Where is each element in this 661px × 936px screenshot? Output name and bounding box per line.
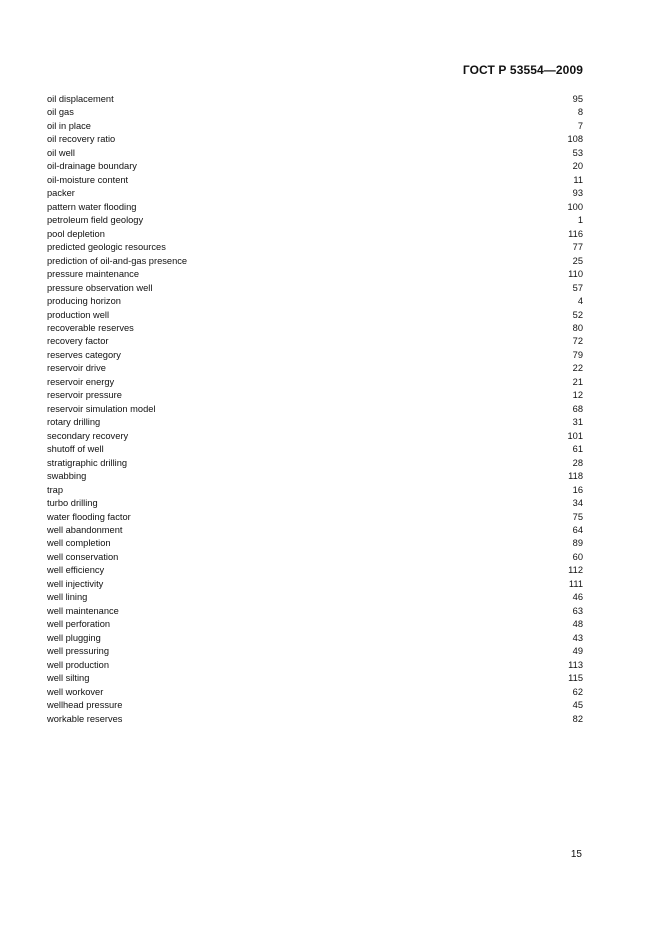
index-term: reserves category	[47, 349, 121, 360]
index-entry	[47, 93, 583, 106]
index-page-ref: 28	[572, 457, 583, 468]
index-term: well pressuring	[47, 646, 110, 657]
index-term: well efficiency	[47, 565, 105, 576]
index-entry	[47, 578, 583, 591]
index-entry	[47, 147, 583, 160]
index-term: oil-drainage boundary	[47, 161, 137, 172]
index-page-ref: 57	[572, 282, 583, 293]
document-standard-id: ГОСТ Р 53554—2009	[462, 63, 583, 77]
index-term: turbo drilling	[47, 498, 98, 509]
index-page-ref: 22	[572, 363, 583, 374]
index-term: oil well	[47, 147, 75, 158]
index-page-ref: 118	[568, 471, 583, 482]
index-term: production well	[47, 309, 110, 320]
index-term: secondary recovery	[47, 430, 129, 441]
index-entry	[47, 187, 583, 200]
index-page-ref: 116	[568, 228, 583, 239]
term-index-list	[47, 93, 583, 726]
index-page-ref: 49	[572, 646, 583, 657]
index-term: rotary drilling	[47, 417, 101, 428]
index-term: well lining	[47, 592, 88, 603]
index-entry	[47, 416, 583, 429]
index-entry	[47, 659, 583, 672]
index-page-ref: 43	[572, 632, 583, 643]
index-page-ref: 110	[568, 269, 583, 280]
index-term: oil-moisture content	[47, 174, 129, 185]
index-term: packer	[47, 188, 75, 199]
index-page-ref: 75	[572, 511, 583, 522]
index-entry	[47, 174, 583, 187]
index-term: recoverable reserves	[47, 322, 134, 333]
index-term: shutoff of well	[47, 444, 104, 455]
index-page-ref: 101	[567, 430, 583, 441]
index-page-ref: 8	[577, 107, 583, 118]
index-page-ref: 112	[568, 565, 583, 576]
index-entry	[47, 106, 583, 119]
index-term: oil displacement	[47, 94, 114, 104]
index-page-ref: 68	[572, 403, 583, 414]
index-entry	[47, 632, 583, 645]
index-entry	[47, 201, 583, 214]
index-page-ref: 46	[572, 592, 583, 603]
index-entry	[47, 309, 583, 322]
index-page-ref: 63	[572, 605, 583, 616]
index-entry	[47, 484, 583, 497]
index-entry	[47, 618, 583, 631]
index-page-ref: 95	[572, 94, 583, 104]
index-term: well injectivity	[47, 578, 104, 589]
index-page-ref: 12	[572, 390, 583, 401]
index-term: well plugging	[47, 632, 101, 643]
index-page-ref: 111	[568, 578, 583, 589]
index-entry	[47, 511, 583, 524]
index-page-ref: 82	[572, 713, 583, 724]
index-term: reservoir pressure	[47, 390, 122, 401]
index-term: pattern water flooding	[47, 201, 137, 212]
index-page-ref: 31	[572, 417, 583, 428]
index-entry	[47, 686, 583, 699]
index-term: well workover	[47, 686, 104, 697]
index-page-ref: 113	[568, 659, 583, 670]
index-entry	[47, 497, 583, 510]
index-page-ref: 21	[572, 376, 583, 387]
index-page-ref: 52	[572, 309, 583, 320]
index-entry	[47, 322, 583, 335]
index-entry	[47, 335, 583, 348]
index-term: water flooding factor	[47, 511, 131, 522]
index-entry	[47, 470, 583, 483]
index-entry	[47, 120, 583, 133]
index-entry	[47, 133, 583, 146]
index-page-ref: 7	[577, 120, 583, 131]
index-page-ref: 60	[572, 551, 583, 562]
index-page-ref: 53	[572, 147, 583, 158]
index-term: stratigraphic drilling	[47, 457, 128, 468]
index-term: well abandonment	[47, 525, 123, 535]
index-term: well production	[47, 659, 110, 670]
index-term: prediction of oil-and-gas presence	[47, 255, 188, 266]
index-page-ref: 1	[577, 215, 583, 226]
index-term: trap	[47, 484, 64, 495]
index-term: oil in place	[47, 120, 91, 131]
index-page-ref: 93	[572, 188, 583, 199]
index-term: oil gas	[47, 107, 74, 118]
index-page-ref: 20	[572, 161, 583, 172]
index-page-ref: 34	[572, 498, 583, 509]
index-term: pressure maintenance	[47, 269, 139, 280]
index-term: well perforation	[47, 619, 111, 630]
index-page-ref: 48	[572, 619, 583, 630]
index-entry	[47, 160, 583, 173]
index-entry	[47, 214, 583, 227]
index-entry	[47, 255, 583, 268]
index-entry	[47, 376, 583, 389]
index-page-ref: 4	[577, 296, 583, 307]
index-entry	[47, 430, 583, 443]
index-entry	[47, 564, 583, 577]
index-page-ref: 16	[572, 484, 583, 495]
index-page-ref: 62	[572, 686, 583, 697]
index-term: reservoir energy	[47, 376, 115, 387]
index-term: well completion	[47, 538, 111, 549]
index-term: well maintenance	[47, 605, 119, 616]
index-entry	[47, 268, 583, 281]
index-term: pressure observation well	[47, 282, 153, 293]
index-entry	[47, 551, 583, 564]
index-term: producing horizon	[47, 296, 121, 307]
index-entry	[47, 524, 583, 537]
index-entry	[47, 645, 583, 658]
index-page-ref: 89	[572, 538, 583, 549]
index-term: reservoir simulation model	[47, 403, 156, 414]
index-entry	[47, 605, 583, 618]
index-term: well conservation	[47, 551, 119, 562]
index-entry	[47, 349, 583, 362]
index-term: well silting	[47, 673, 90, 684]
index-entry	[47, 362, 583, 375]
index-page-ref: 11	[573, 174, 583, 185]
index-page-ref: 80	[572, 322, 583, 333]
index-term: predicted geologic resources	[47, 242, 166, 253]
index-entry	[47, 713, 583, 726]
index-page-ref: 64	[572, 525, 583, 535]
index-entry	[47, 699, 583, 712]
index-term: reservoir drive	[47, 363, 106, 374]
index-page-ref: 45	[572, 700, 583, 711]
index-entry	[47, 537, 583, 550]
index-page-ref: 77	[572, 242, 583, 253]
index-entry	[47, 282, 583, 295]
index-page-ref: 61	[572, 444, 583, 455]
index-term: wellhead pressure	[47, 700, 123, 711]
index-term: recovery factor	[47, 336, 109, 347]
index-term: oil recovery ratio	[47, 134, 116, 145]
index-page-ref: 100	[567, 201, 583, 212]
index-entry	[47, 443, 583, 456]
index-entry	[47, 241, 583, 254]
index-entry	[47, 295, 583, 308]
index-term: pool depletion	[47, 228, 105, 239]
index-page-ref: 25	[572, 255, 583, 266]
index-entry	[47, 403, 583, 416]
index-page-ref: 108	[567, 134, 583, 145]
index-page-ref: 79	[572, 349, 583, 360]
page-number: 15	[570, 849, 582, 860]
index-term: petroleum field geology	[47, 215, 144, 226]
index-term: workable reserves	[47, 713, 123, 724]
index-entry	[47, 228, 583, 241]
index-entry	[47, 591, 583, 604]
index-entry	[47, 672, 583, 685]
index-term: swabbing	[47, 471, 87, 482]
index-entry	[47, 457, 583, 470]
index-page-ref: 115	[568, 673, 583, 684]
index-page-ref: 72	[572, 336, 583, 347]
index-entry	[47, 389, 583, 402]
